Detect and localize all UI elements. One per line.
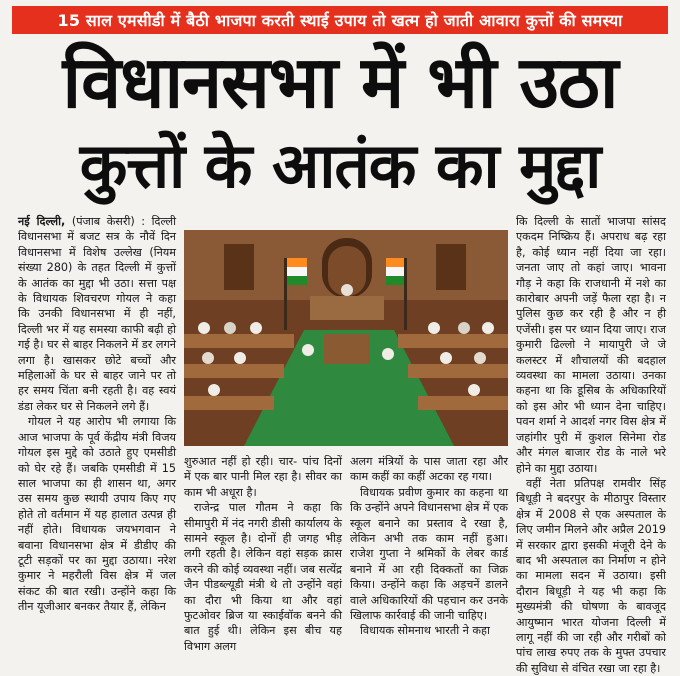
- dateline: नई दिल्ली,: [18, 215, 66, 228]
- article-column-2: [184, 454, 342, 653]
- paragraph: अलग मंत्रियों के पास जाता रहा और काम कहीं का कहीं अटका रह गया।: [350, 455, 508, 484]
- paragraph: गोयल ने यह आरोप भी लगाया कि आज भाजपा के पूर्व केंद्रीय मंत्री विजय गोयल इस मुद्दे को उठाते हुए एमसीडी को घेर रहे हैं। जबकि एमसीडी में 15 साल भाजपा का ही शासन था, अगर उस समय कुछ स्थायी उपाय किए गए होते तो वर्तमान में यह हालात उत्पन्न ही नहीं होते। विधायक जयभगवान ने बवाना विधानसभा क्षेत्र में डीडीए की टूटी सड़कों पर का मुद्दा उठाया। नरेश कुमार ने महरौली विस क्षेत्र में जल संकट की बात रखी। उन्होंने कहा कि तीन यूजीआर बनकर तैयार हैं, लेकिन: [18, 415, 176, 614]
- headline-line-2: कुत्तों के आतंक का मुद्दा: [79, 129, 601, 202]
- article-column-1: [18, 214, 176, 624]
- assembly-session-photo: [184, 230, 508, 446]
- lead-paragraph: [18, 214, 176, 414]
- kicker-banner: [12, 6, 668, 34]
- paragraph: शुरुआत नहीं हो रही। चार- पांच दिनों में एक बार पानी मिल रहा है। सीवर का काम भी अधूरा है।: [184, 455, 342, 499]
- lead-text: (पंजाब केसरी) : दिल्ली विधानसभा में बजट सत्र के नौवें दिन विधानसभा में विशेष उल्लेख (नियम संख्या 280) के तहत दिल्ली में कुत्तों के आतंक का मुद्दा भी उठा। सत्ता पक्ष के विधायक शिवचरण गोयल ने कहा कि उनकी विधानसभा में ही नहीं, दिल्ली भर में यह समस्या काफी बढ़ी हो गई है। घर से बाहर निकलने में डर लगने लगा है। खासकर छोटे बच्चों और महिलाओं के घर से बाहर जाने पर तो हर समय चिंता बनी रहती है। वह स्वयं डंडा लेकर घर से निकलने लगे हैं।: [18, 215, 176, 413]
- article-column-3: [350, 454, 508, 638]
- paragraph: कि दिल्ली के सातों भाजपा सांसद एकदम निष्क्रिय हैं। अपराध बढ़ रहा है, कोई ध्यान नहीं दिया जा रहा। जनता जाए तो कहां जाए। भावना गौड़ ने कहा कि राजधानी में नशे का कारोबार अपनी जड़ें फैला रहा है। न पुलिस कुछ कर रही है और न ही एजेंसी। इस पर ध्यान दिया जाए। राज कुमारी ढिल्लो ने मायापुरी जे जे कलस्टर में शौचालयों की बदहाल व्यवस्था का मामला उठाया। उनका कहना था कि डूसिब के अधिकारियों को इस ओर भी ध्यान देना चाहिए। पवन शर्मा ने आदर्श नगर विस क्षेत्र में जहांगीर पुरी में कुशल सिनेमा रोड और मंगल बाजार रोड के नाले भरे होने का मुद्दा उठाया।: [516, 215, 666, 475]
- article-column-4: [516, 214, 666, 675]
- paragraph: वहीं नेता प्रतिपक्ष रामवीर सिंह बिधूड़ी ने बदरपुर के मीठापुर विस्तार क्षेत्र में 2008 से एक अस्पताल के लिए जमीन मिलने और अप्रैल 2019 में सरकार द्वारा इसकी मंजूरी देने के बाद भी अस्पताल का निर्माण न होने का मामला सदन में उठाया। इसी दौरान बिधूड़ी ने यह भी कहा कि मुख्यमंत्री की घोषणा के बावजूद आयुष्मान भारत योजना दिल्ली में लागू नहीं की जा रही और गरीबों को पांच लाख रुपए तक के मुफ्त उपचार की सुविधा से वंचित रखा जा रहा है।: [516, 476, 666, 675]
- assembly-hall-image: [184, 230, 508, 446]
- kicker-text: 15 साल एमसीडी में बैठी भाजपा करती स्थाई उपाय तो खत्म हो जाती आवारा कुत्तों की समस्या: [57, 11, 623, 30]
- headline-line-1: विधानसभा में भी उठा: [62, 40, 618, 124]
- paragraph: विधायक प्रवीण कुमार का कहना था कि उन्होंने अपने विधानसभा क्षेत्र में एक स्कूल बनाने का प्रस्ताव दे रखा है, लेकिन अभी तक काम नहीं हुआ। राजेश गुप्ता ने श्रमिकों के लेबर कार्ड बनाने में आ रही दिक्कतों का जिक्र किया। उन्होंने कहा कि अड़चनें डालने वाले अधिकारियों की पहचान कर उनके खिलाफ कार्रवाई की जानी चाहिए।: [350, 485, 508, 623]
- paragraph: विधायक सोमनाथ भारती ने कहा: [360, 624, 490, 638]
- paragraph: राजेन्द्र पाल गौतम ने कहा कि सीमापुरी में नंद नगरी डीसी कार्यालय के सामने स्कूल है। दोनों ही जगह भीड़ लगी रहती है। लेकिन वहां सड़क क्रास करने की कोई व्यवस्था नहीं। जब सत्येंद्र जैन पीडब्ल्यूडी मंत्री थे तो उन्होंने वहां का दौरा भी किया था और वहां फुटओवर ब्रिज या स्काईवॉक बनने की बात हुई थी। लेकिन इस बीच यह विभाग अलग: [184, 501, 342, 653]
